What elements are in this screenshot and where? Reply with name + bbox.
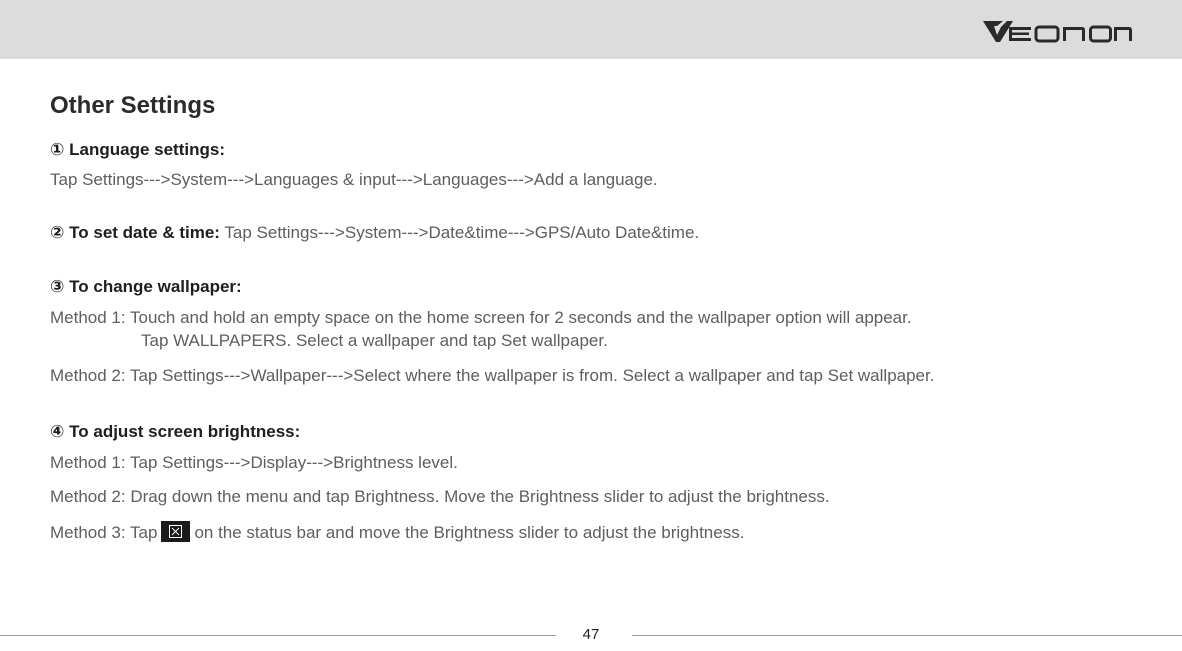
footer-divider-right (632, 635, 1182, 636)
datetime-heading: To set date & time: (69, 223, 220, 242)
brightness-method3-line (50, 521, 744, 543)
brightness-method3-after: on the status bar and move the Brightness slider to adjust the brightness. (194, 523, 745, 542)
section-marker: ② (50, 223, 65, 242)
eonon-logo (981, 17, 1134, 44)
datetime-line (50, 223, 699, 243)
status-bar-settings-icon (161, 521, 190, 542)
brightness-method3-before: Method 3: Tap (50, 523, 158, 542)
page-title: Other Settings (50, 92, 216, 119)
wallpaper-heading: To change wallpaper: (69, 277, 242, 296)
page-number: 47 (582, 626, 600, 643)
brightness-heading-line (50, 422, 300, 442)
wallpaper-method1-line1: Method 1: Touch and hold an empty space on the home screen for 2 seconds and the wallpaper option will appear. (50, 308, 912, 327)
section-marker: ③ (50, 277, 65, 296)
wallpaper-heading-line (50, 277, 242, 297)
brightness-heading: To adjust screen brightness: (69, 422, 301, 441)
language-heading-line (50, 140, 225, 160)
language-text: Tap Settings--->System--->Languages & input--->Languages--->Add a language. (50, 170, 658, 189)
section-marker: ④ (50, 422, 65, 441)
footer-divider-left (0, 635, 556, 636)
wallpaper-method2: Method 2: Tap Settings--->Wallpaper--->Select where the wallpaper is from. Select a wallpaper and tap Set wallpaper. (50, 366, 935, 385)
wallpaper-method1-line2: Tap WALLPAPERS. Select a wallpaper and tap Set wallpaper. (141, 331, 608, 350)
brightness-method2: Method 2: Drag down the menu and tap Brightness. Move the Brightness slider to adjust the brightness. (50, 487, 830, 506)
section-marker: ① (50, 140, 65, 159)
brightness-method1: Method 1: Tap Settings--->Display--->Brightness level. (50, 453, 458, 472)
language-heading: Language settings: (69, 140, 225, 159)
datetime-text: Tap Settings--->System--->Date&time--->GPS/Auto Date&time. (224, 223, 700, 242)
header-bar (0, 0, 1182, 59)
